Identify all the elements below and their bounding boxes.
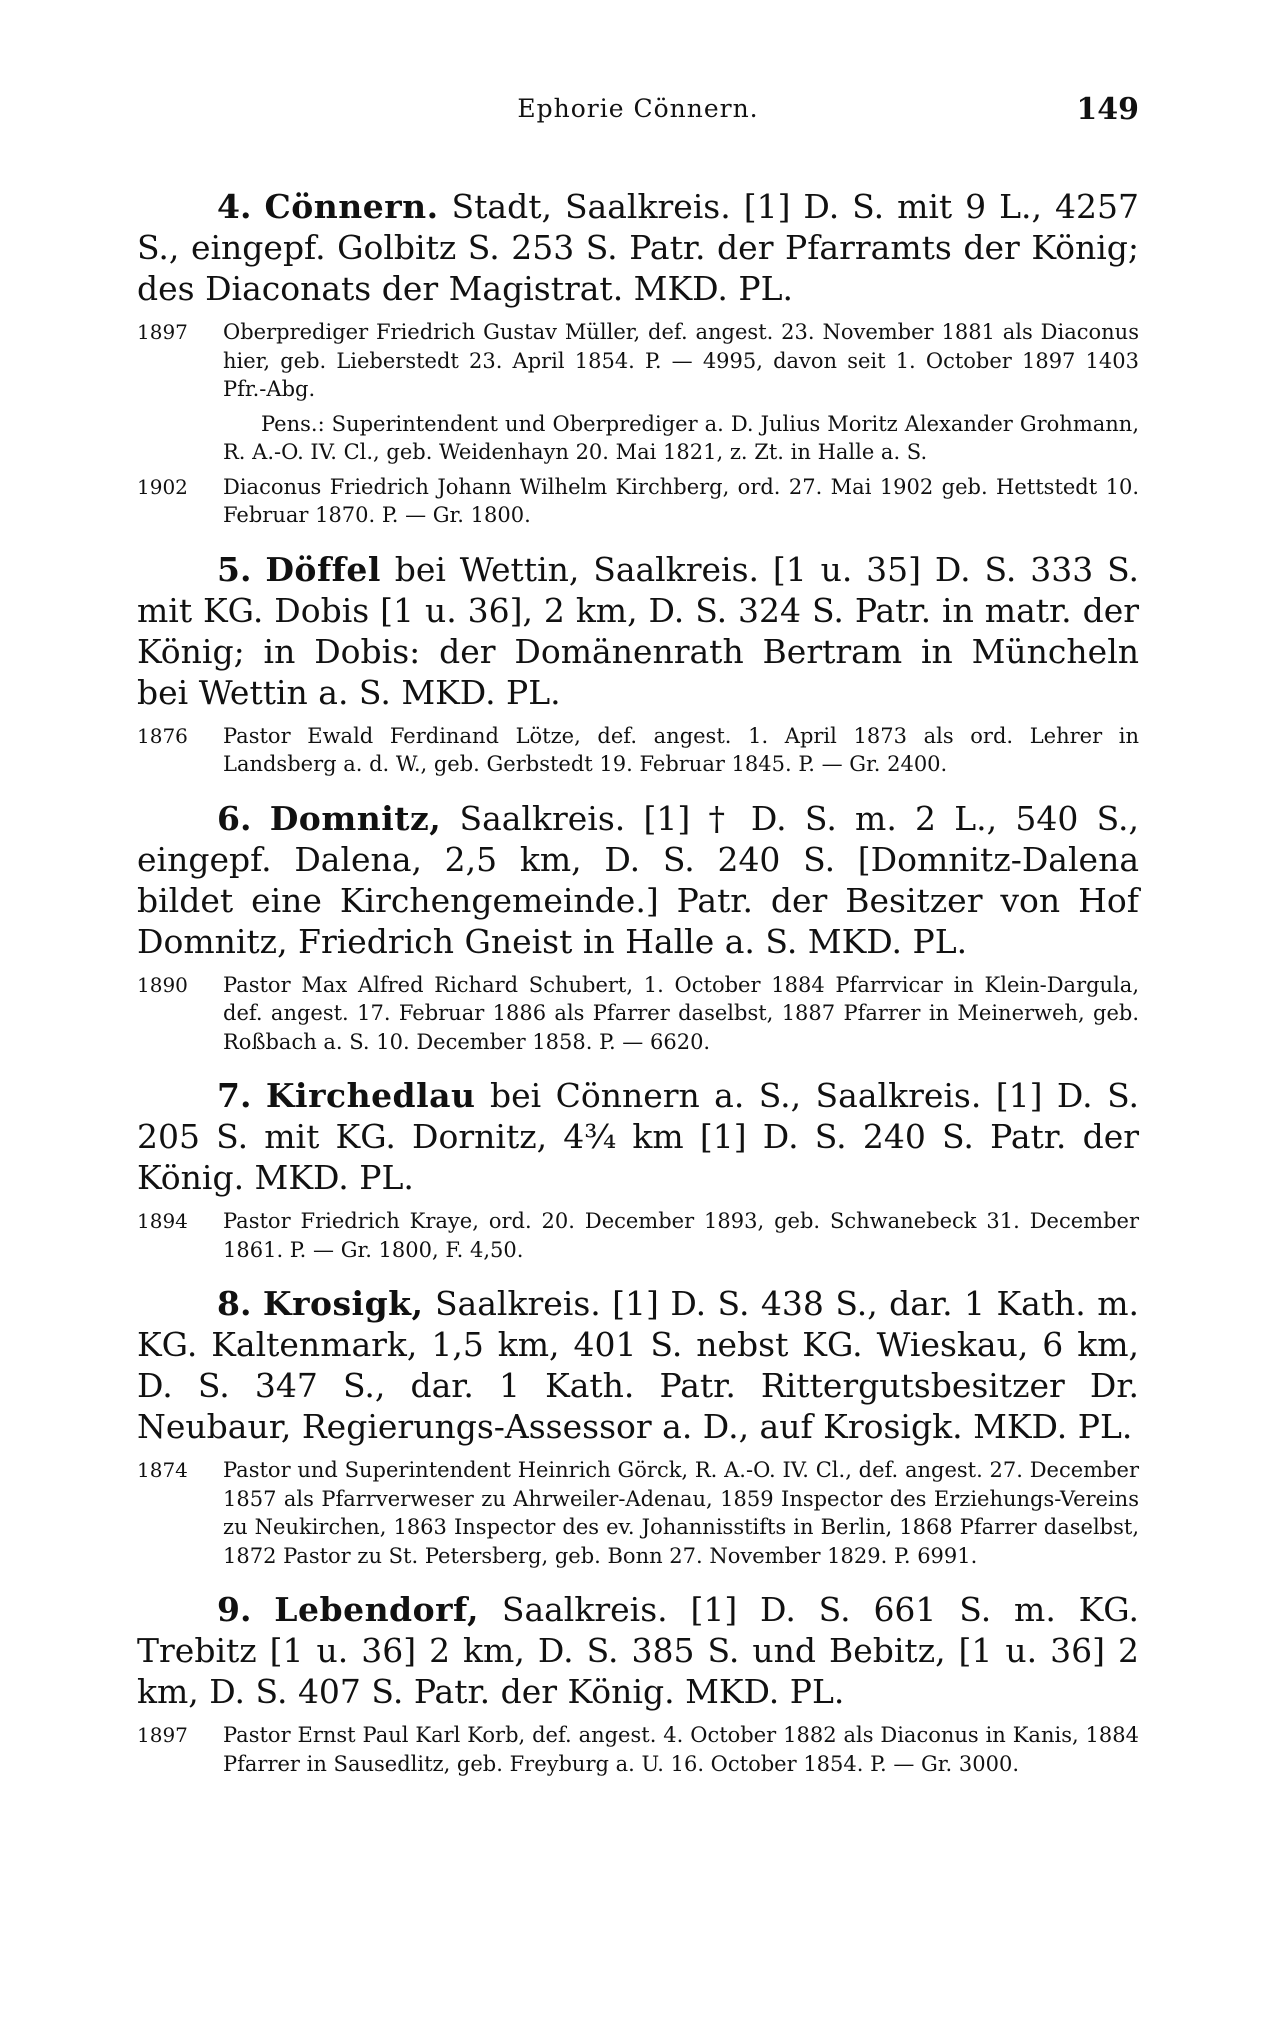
parish-entry-7	[137, 1075, 1139, 1264]
record-year: 1876	[137, 723, 188, 748]
entry-description: Saalkreis. [1] D. S. 661 S. m. KG. Trebitz [1 u. 36] 2 km, D. S. 385 S. und Bebitz, [1 u. 36] 2 km, D. S. 407 S. Patr. der König. MKD. PL.	[137, 1590, 1139, 1711]
entry-number: 5.	[217, 549, 252, 589]
running-title: Ephorie Cönnern.	[517, 94, 759, 123]
parish-entry-8	[137, 1283, 1139, 1570]
parish-entry-9	[137, 1589, 1139, 1778]
entry-description: Stadt, Saalkreis. [1] D. S. mit 9 L., 4257 S., eingepf. Golbitz S. 253 S. Patr. der Pfarramts der König; des Diaconats der Magistrat. MKD. PL.	[137, 187, 1139, 308]
record-text: Pastor Friedrich Kraye, ord. 20. December 1893, geb. Schwanebeck 31. December 1861. P. — Gr. 1800, F. 4,50.	[223, 1209, 1139, 1262]
pension-record: Pens.: Superintendent und Oberprediger a. D. Julius Moritz Alexander Grohmann, R. A.-O. IV. Cl., geb. Weidenhayn 20. Mai 1821, z. Zt. in Halle a. S.	[223, 411, 1139, 464]
entry-heading	[137, 1283, 1139, 1447]
entry-heading	[137, 798, 1139, 962]
record-text: Pastor und Superintendent Heinrich Görck, R. A.-O. IV. Cl., def. angest. 27. December 1857 als Pfarrverweser zu Ahrweiler-Adenau, 1859 Inspector des Erziehungs-Vereins zu Neukirchen, 1863 Inspector des ev. Johannisstifts in Berlin, 1868 Pfarrer daselbst, 1872 Pastor zu St. Petersberg, geb. Bonn 27. November 1829. P. 6991.	[223, 1458, 1139, 1568]
entry-heading	[137, 186, 1139, 309]
entry-description: bei Cönnern a. S., Saalkreis. [1] D. S. 205 S. mit KG. Dornitz, 4¾ km [1] D. S. 240 S. Patr. der König. MKD. PL.	[137, 1076, 1140, 1197]
place-name: Domnitz,	[269, 798, 442, 838]
pastor-record	[137, 473, 1139, 530]
entry-number: 7.	[217, 1076, 252, 1115]
place-name: Kirchedlau	[265, 1076, 476, 1115]
parish-entry-5	[137, 549, 1139, 779]
entry-number: 8.	[217, 1284, 252, 1323]
entry-description: Saalkreis. [1] D. S. 438 S., dar. 1 Kath. m. KG. Kaltenmark, 1,5 km, 401 S. nebst KG. Wieskau, 6 km, D. S. 347 S., dar. 1 Kath. Patr. Rittergutsbesitzer Dr. Neubaur, Regierungs-Assessor a. D., auf Krosigk. MKD. PL.	[137, 1284, 1139, 1446]
pastor-record	[137, 1721, 1139, 1778]
entry-heading	[137, 549, 1139, 713]
place-name: Döffel	[265, 549, 381, 589]
parish-entry-4	[137, 186, 1139, 530]
record-year: 1874	[137, 1458, 188, 1482]
record-text: Pastor Max Alfred Richard Schubert, 1. October 1884 Pfarrvicar in Klein-Dargula, def. angest. 17. Februar 1886 als Pfarrer daselbst, 1887 Pfarrer in Meinerweh, geb. Roßbach a. S. 10. December 1858. P. — 6620.	[223, 972, 1139, 1054]
pastor-record	[137, 318, 1139, 404]
entry-number: 4.	[217, 187, 252, 226]
pastor-record	[137, 971, 1139, 1057]
pastor-record	[137, 1207, 1139, 1264]
page-number: 149	[1076, 92, 1139, 127]
record-text: Pastor Ewald Ferdinand Lötze, def. angest. 1. April 1873 als ord. Lehrer in Landsberg a. d. W., geb. Gerbstedt 19. Februar 1845. P. — Gr. 2400.	[223, 723, 1139, 776]
page-header	[0, 94, 1276, 134]
record-year: 1894	[137, 1209, 188, 1233]
entry-number: 6.	[217, 798, 252, 838]
entry-heading	[137, 1589, 1139, 1712]
record-year: 1897	[137, 320, 188, 344]
entry-heading	[137, 1075, 1139, 1198]
place-name: Lebendorf,	[274, 1590, 479, 1629]
record-text: Diaconus Friedrich Johann Wilhelm Kirchberg, ord. 27. Mai 1902 geb. Hettstedt 10. Februar 1870. P. — Gr. 1800.	[223, 474, 1139, 527]
record-text: Pastor Ernst Paul Karl Korb, def. angest. 4. October 1882 als Diaconus in Kanis, 1884 Pfarrer in Sausedlitz, geb. Freyburg a. U. 16. October 1854. P. — Gr. 3000.	[223, 1723, 1139, 1776]
place-name: Krosigk,	[262, 1284, 424, 1323]
entry-description: Saalkreis. [1] † D. S. m. 2 L., 540 S., eingepf. Dalena, 2,5 km, D. S. 240 S. [Domnitz-Dalena bildet eine Kirchengemeinde.] Patr. der Besitzer von Hof Domnitz, Friedrich Gneist in Halle a. S. MKD. PL.	[137, 798, 1140, 961]
pastor-record	[137, 1456, 1139, 1570]
record-text: Oberprediger Friedrich Gustav Müller, def. angest. 23. November 1881 als Diaconus hier, geb. Lieberstedt 23. April 1854. P. — 4995, davon seit 1. October 1897 1403 Pfr.-Abg.	[223, 320, 1139, 401]
record-year: 1897	[137, 1723, 188, 1747]
place-name: Cönnern.	[264, 187, 439, 226]
record-year: 1902	[137, 474, 188, 499]
entry-number: 9.	[217, 1590, 252, 1629]
entry-description: bei Wettin, Saalkreis. [1 u. 35] D. S. 333 S. mit KG. Dobis [1 u. 36], 2 km, D. S. 324 S. Patr. in matr. der König; in Dobis: der Domänenrath Bertram in Müncheln bei Wettin a. S. MKD. PL.	[137, 549, 1140, 712]
parish-entry-6	[137, 798, 1139, 1057]
pastor-record	[137, 722, 1139, 779]
record-year: 1890	[137, 972, 188, 997]
page-content	[137, 186, 1139, 1797]
